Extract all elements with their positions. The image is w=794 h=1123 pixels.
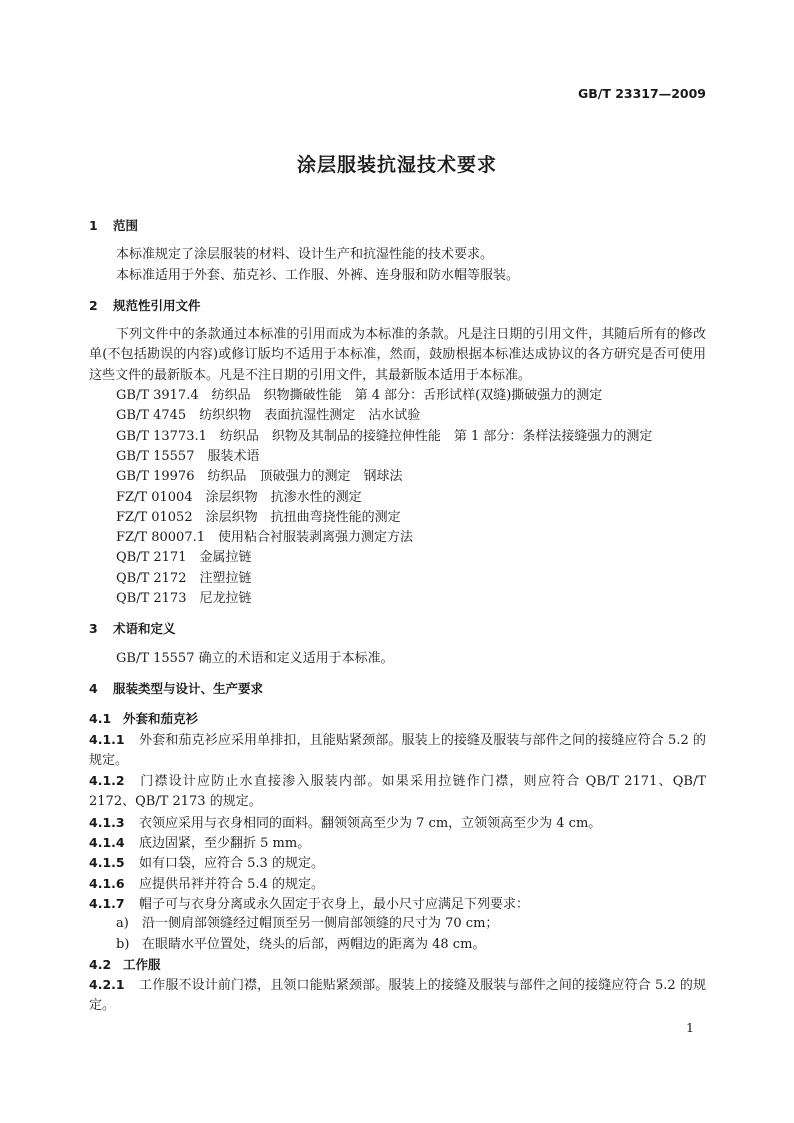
clause-4-1-5 bbox=[89, 853, 706, 873]
subsection-heading-4-1 bbox=[89, 709, 706, 729]
list-label: a) bbox=[116, 916, 129, 932]
section-title: 服装类型与设计、生产要求 bbox=[113, 680, 264, 696]
clause-text: 衣领应采用与衣身相同的面料。翻领领高至少为 7 cm，立领领高至少为 4 cm。 bbox=[139, 815, 602, 831]
subsection-number: 4.2 bbox=[89, 956, 112, 972]
clause-number: 4.1.2 bbox=[89, 773, 125, 789]
list-text: 沿一侧肩部领缝经过帽顶至另一侧肩部领缝的尺寸为 70 cm； bbox=[142, 916, 499, 932]
clause-4-1-7 bbox=[89, 894, 706, 914]
clause-number: 4.1.4 bbox=[89, 835, 125, 851]
list-text: 在眼睛水平位置处，绕头的后部，两帽边的距离为 48 cm。 bbox=[142, 936, 486, 952]
clause-4-1-2 bbox=[89, 771, 706, 813]
reference-item: GB/T 4745 纺织织物 表面抗湿性测定 沾水试验 bbox=[116, 408, 421, 424]
paragraph: 本标准规定了涂层服装的材料、设计生产和抗湿性能的技术要求。 bbox=[116, 247, 494, 263]
section-heading-3 bbox=[89, 619, 706, 639]
clause-4-1-3 bbox=[89, 813, 706, 833]
subsection-title: 工作服 bbox=[123, 956, 161, 972]
list-item bbox=[89, 914, 706, 934]
reference-item: GB/T 13773.1 纺织品 织物及其制品的接缝拉伸性能 第 1 部分：条样法接缝强力的测定 bbox=[116, 428, 653, 444]
clause-4-2-1 bbox=[89, 975, 706, 1017]
document-title: 涂层服装抗湿技术要求 bbox=[296, 154, 497, 176]
clause-number: 4.1.3 bbox=[89, 814, 125, 830]
standard-number: GB/T 23317—2009 bbox=[577, 86, 706, 101]
reference-item: QB/T 2173 尼龙拉链 bbox=[116, 591, 252, 607]
clause-4-1-6 bbox=[89, 874, 706, 894]
section-heading-1 bbox=[89, 216, 706, 236]
reference-item: FZ/T 80007.1 使用粘合衬服装剥离强力测定方法 bbox=[116, 530, 413, 546]
clause-text: 底边固紧，至少翻折 5 mm。 bbox=[139, 836, 311, 852]
section-heading-4 bbox=[89, 679, 706, 699]
clause-number: 4.2.1 bbox=[89, 977, 125, 993]
section-title: 规范性引用文件 bbox=[113, 297, 201, 313]
clause-4-1-1 bbox=[89, 730, 706, 772]
clause-text: 如有口袋，应符合 5.3 的规定。 bbox=[139, 856, 324, 872]
clause-text: 外套和茄克衫应采用单排扣，且能贴紧颈部。服装上的接缝及服装与部件之间的接缝应符合 5.2 的规定。 bbox=[89, 732, 706, 768]
paragraph: 本标准适用于外套、茄克衫、工作服、外裤、连身服和防水帽等服装。 bbox=[116, 267, 520, 283]
reference-item: QB/T 2171 金属拉链 bbox=[116, 550, 252, 566]
list-label: b) bbox=[116, 936, 130, 952]
page-number: 1 bbox=[686, 1020, 694, 1035]
subsection-title: 外套和茄克衫 bbox=[123, 711, 199, 727]
paragraph: 下列文件中的条款通过本标准的引用而成为本标准的条款。凡是注日期的引用文件，其随后所有的修改单(不包括勘误的内容)或修订版均不适用于本标准，然而，鼓励根据本标准达成协议的各方研究是否可使用这些文件的最新版本。凡是不注日期的引用文件，其最新版本适用于本标准。 bbox=[89, 327, 706, 383]
document-body bbox=[89, 216, 706, 1017]
clause-number: 4.1.5 bbox=[89, 855, 125, 871]
clause-text: 工作服不设计前门襟，且领口能贴紧颈部。服装上的接缝及服装与部件之间的接缝应符合 5.2 的规定。 bbox=[89, 978, 706, 1014]
subsection-number: 4.1 bbox=[89, 711, 112, 727]
clause-text: 应提供吊袢并符合 5.4 的规定。 bbox=[139, 876, 324, 892]
reference-item: QB/T 2172 注塑拉链 bbox=[116, 570, 252, 586]
section-number: 2 bbox=[89, 297, 98, 313]
clause-number: 4.1.6 bbox=[89, 875, 125, 891]
paragraph: GB/T 15557 确立的术语和定义适用于本标准。 bbox=[116, 650, 394, 666]
subsection-heading-4-2 bbox=[89, 955, 706, 975]
section-heading-2 bbox=[89, 296, 706, 316]
section-number: 3 bbox=[89, 621, 98, 637]
section-title: 术语和定义 bbox=[113, 621, 176, 637]
clause-text: 帽子可与衣身分离或永久固定于衣身上，最小尺寸应满足下列要求： bbox=[139, 896, 530, 912]
reference-item: GB/T 3917.4 纺织品 织物撕破性能 第 4 部分：舌形试样(双缝)撕破强力的测定 bbox=[116, 388, 603, 404]
reference-item: GB/T 15557 服装术语 bbox=[116, 448, 260, 464]
section-number: 1 bbox=[89, 218, 98, 233]
section-number: 4 bbox=[89, 680, 98, 696]
reference-item: FZ/T 01004 涂层织物 抗渗水性的测定 bbox=[116, 489, 362, 505]
section-title: 范围 bbox=[113, 218, 139, 233]
clause-text: 门襟设计应防止水直接渗入服装内部。如果采用拉链作门襟，则应符合 QB/T 2171、QB/T 2172、QB/T 2173 的规定。 bbox=[89, 774, 706, 810]
clause-number: 4.1.7 bbox=[89, 895, 125, 911]
list-item bbox=[89, 935, 706, 955]
clause-number: 4.1.1 bbox=[89, 731, 125, 747]
clause-4-1-4 bbox=[89, 833, 706, 853]
reference-item: GB/T 19976 纺织品 顶破强力的测定 钢球法 bbox=[116, 469, 403, 485]
reference-item: FZ/T 01052 涂层织物 抗扭曲弯挠性能的测定 bbox=[116, 509, 401, 525]
